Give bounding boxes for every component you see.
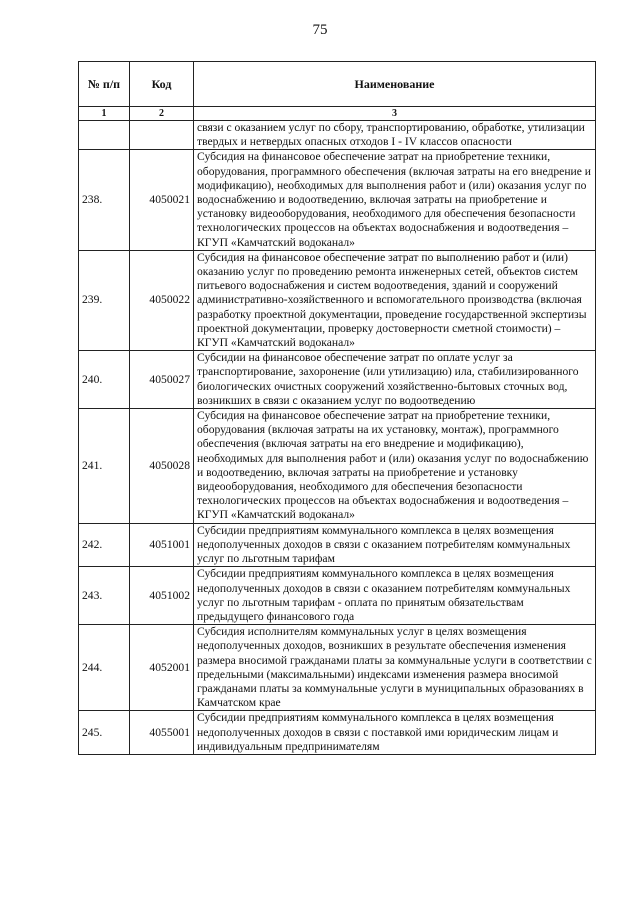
row-code: 4050022	[130, 250, 194, 350]
table-row	[79, 150, 596, 250]
column-number: 1	[79, 107, 130, 121]
row-name: Субсидия исполнителям коммунальных услуг в целях возмещения недополученных доходов, возникших в результате обеспечения изменения размера вносимой гражданами платы за коммунальные услуги в соответствии с предельными (максимальными) индексами изменения размера вносимой гражданами платы за коммунальные услуги в муниципальных образованиях в Камчатском крае	[194, 625, 596, 711]
page-number: 75	[312, 22, 328, 38]
row-name: Субсидия на финансовое обеспечение затрат на приобретение техники, оборудования, программного обеспечения (включая затраты на его внедрение и модификацию), необходимых для выполнения работ и (или) оказания услуг по водоснабжению и водоотведению, включая затраты на приобретение и установку видеооборудования, необходимого для обеспечения безопасности технологических процессов на объектах водоснабжения и водоотведения – КГУП «Камчатский водоканал»	[194, 150, 596, 250]
row-name: связи с оказанием услуг по сбору, транспортированию, обработке, утилизации твердых и нетвердых опасных отходов I - IV классов опасности	[194, 121, 596, 150]
row-number: 239.	[79, 250, 130, 350]
table-row	[79, 523, 596, 567]
row-code: 4055001	[130, 711, 194, 755]
column-number-row	[79, 107, 596, 121]
table-row	[79, 567, 596, 625]
row-number	[79, 121, 130, 150]
row-number: 243.	[79, 567, 130, 625]
row-code: 4050027	[130, 351, 194, 409]
row-name: Субсидия на финансовое обеспечение затрат на приобретение техники, оборудования (включая затраты на их установку, монтаж), программного обеспечения (включая затраты на его внедрение и модификацию), необходимых для выполнения работ и (или) оказания услуг по водоснабжению и водоотведению, включая затраты на приобретение и установку видеооборудования, необходимого для обеспечения безопасности технологических процессов на объектах водоснабжения и водоотведения – КГУП «Камчатский водоканал»	[194, 409, 596, 524]
budget-classification-table	[78, 61, 596, 755]
table-row	[79, 351, 596, 409]
table-row	[79, 625, 596, 711]
row-code: 4052001	[130, 625, 194, 711]
column-number: 2	[130, 107, 194, 121]
row-name: Субсидия на финансовое обеспечение затрат по выполнению работ и (или) оказанию услуг по проведению ремонта инженерных сетей, объектов систем питьевого водоснабжения и систем водоотведения, зданий и сооружений административно-хозяйственного и вспомогательного производства (включая разработку проектной документации, проведение государственной экспертизы проектной документации, проверку достоверности сметной стоимости) – КГУП «Камчатский водоканал»	[194, 250, 596, 350]
row-code: 4051001	[130, 523, 194, 567]
row-code: 4051002	[130, 567, 194, 625]
header-num: № п/п	[79, 62, 130, 107]
column-number: 3	[194, 107, 596, 121]
table-row	[79, 121, 596, 150]
row-number: 244.	[79, 625, 130, 711]
row-code	[130, 121, 194, 150]
table-row	[79, 409, 596, 524]
row-number: 241.	[79, 409, 130, 524]
table-row	[79, 711, 596, 755]
row-number: 238.	[79, 150, 130, 250]
row-name: Субсидии предприятиям коммунального комплекса в целях возмещения недополученных доходов в связи с поставкой ими юридическим лицам и индивидуальным предпринимателям	[194, 711, 596, 755]
header-code: Код	[130, 62, 194, 107]
row-number: 242.	[79, 523, 130, 567]
table-header-row	[79, 62, 596, 107]
row-number: 245.	[79, 711, 130, 755]
row-code: 4050028	[130, 409, 194, 524]
row-name: Субсидии предприятиям коммунального комплекса в целях возмещения недополученных доходов в связи с оказанием потребителям коммунальных услуг по льготным тарифам	[194, 523, 596, 567]
header-name: Наименование	[194, 62, 596, 107]
row-name: Субсидии предприятиям коммунального комплекса в целях возмещения недополученных доходов в связи с оказанием потребителям коммунальных услуг по льготным тарифам - оплата по принятым обязательствам предыдущего финансового года	[194, 567, 596, 625]
row-name: Субсидии на финансовое обеспечение затрат по оплате услуг за транспортирование, захоронение (или утилизацию) ила, стабилизированного биологических очистных сооружений хозяйственно-бытовых сточных вод, возникших в связи с оказанием услуг по водоотведению	[194, 351, 596, 409]
row-number: 240.	[79, 351, 130, 409]
row-code: 4050021	[130, 150, 194, 250]
table-row	[79, 250, 596, 350]
